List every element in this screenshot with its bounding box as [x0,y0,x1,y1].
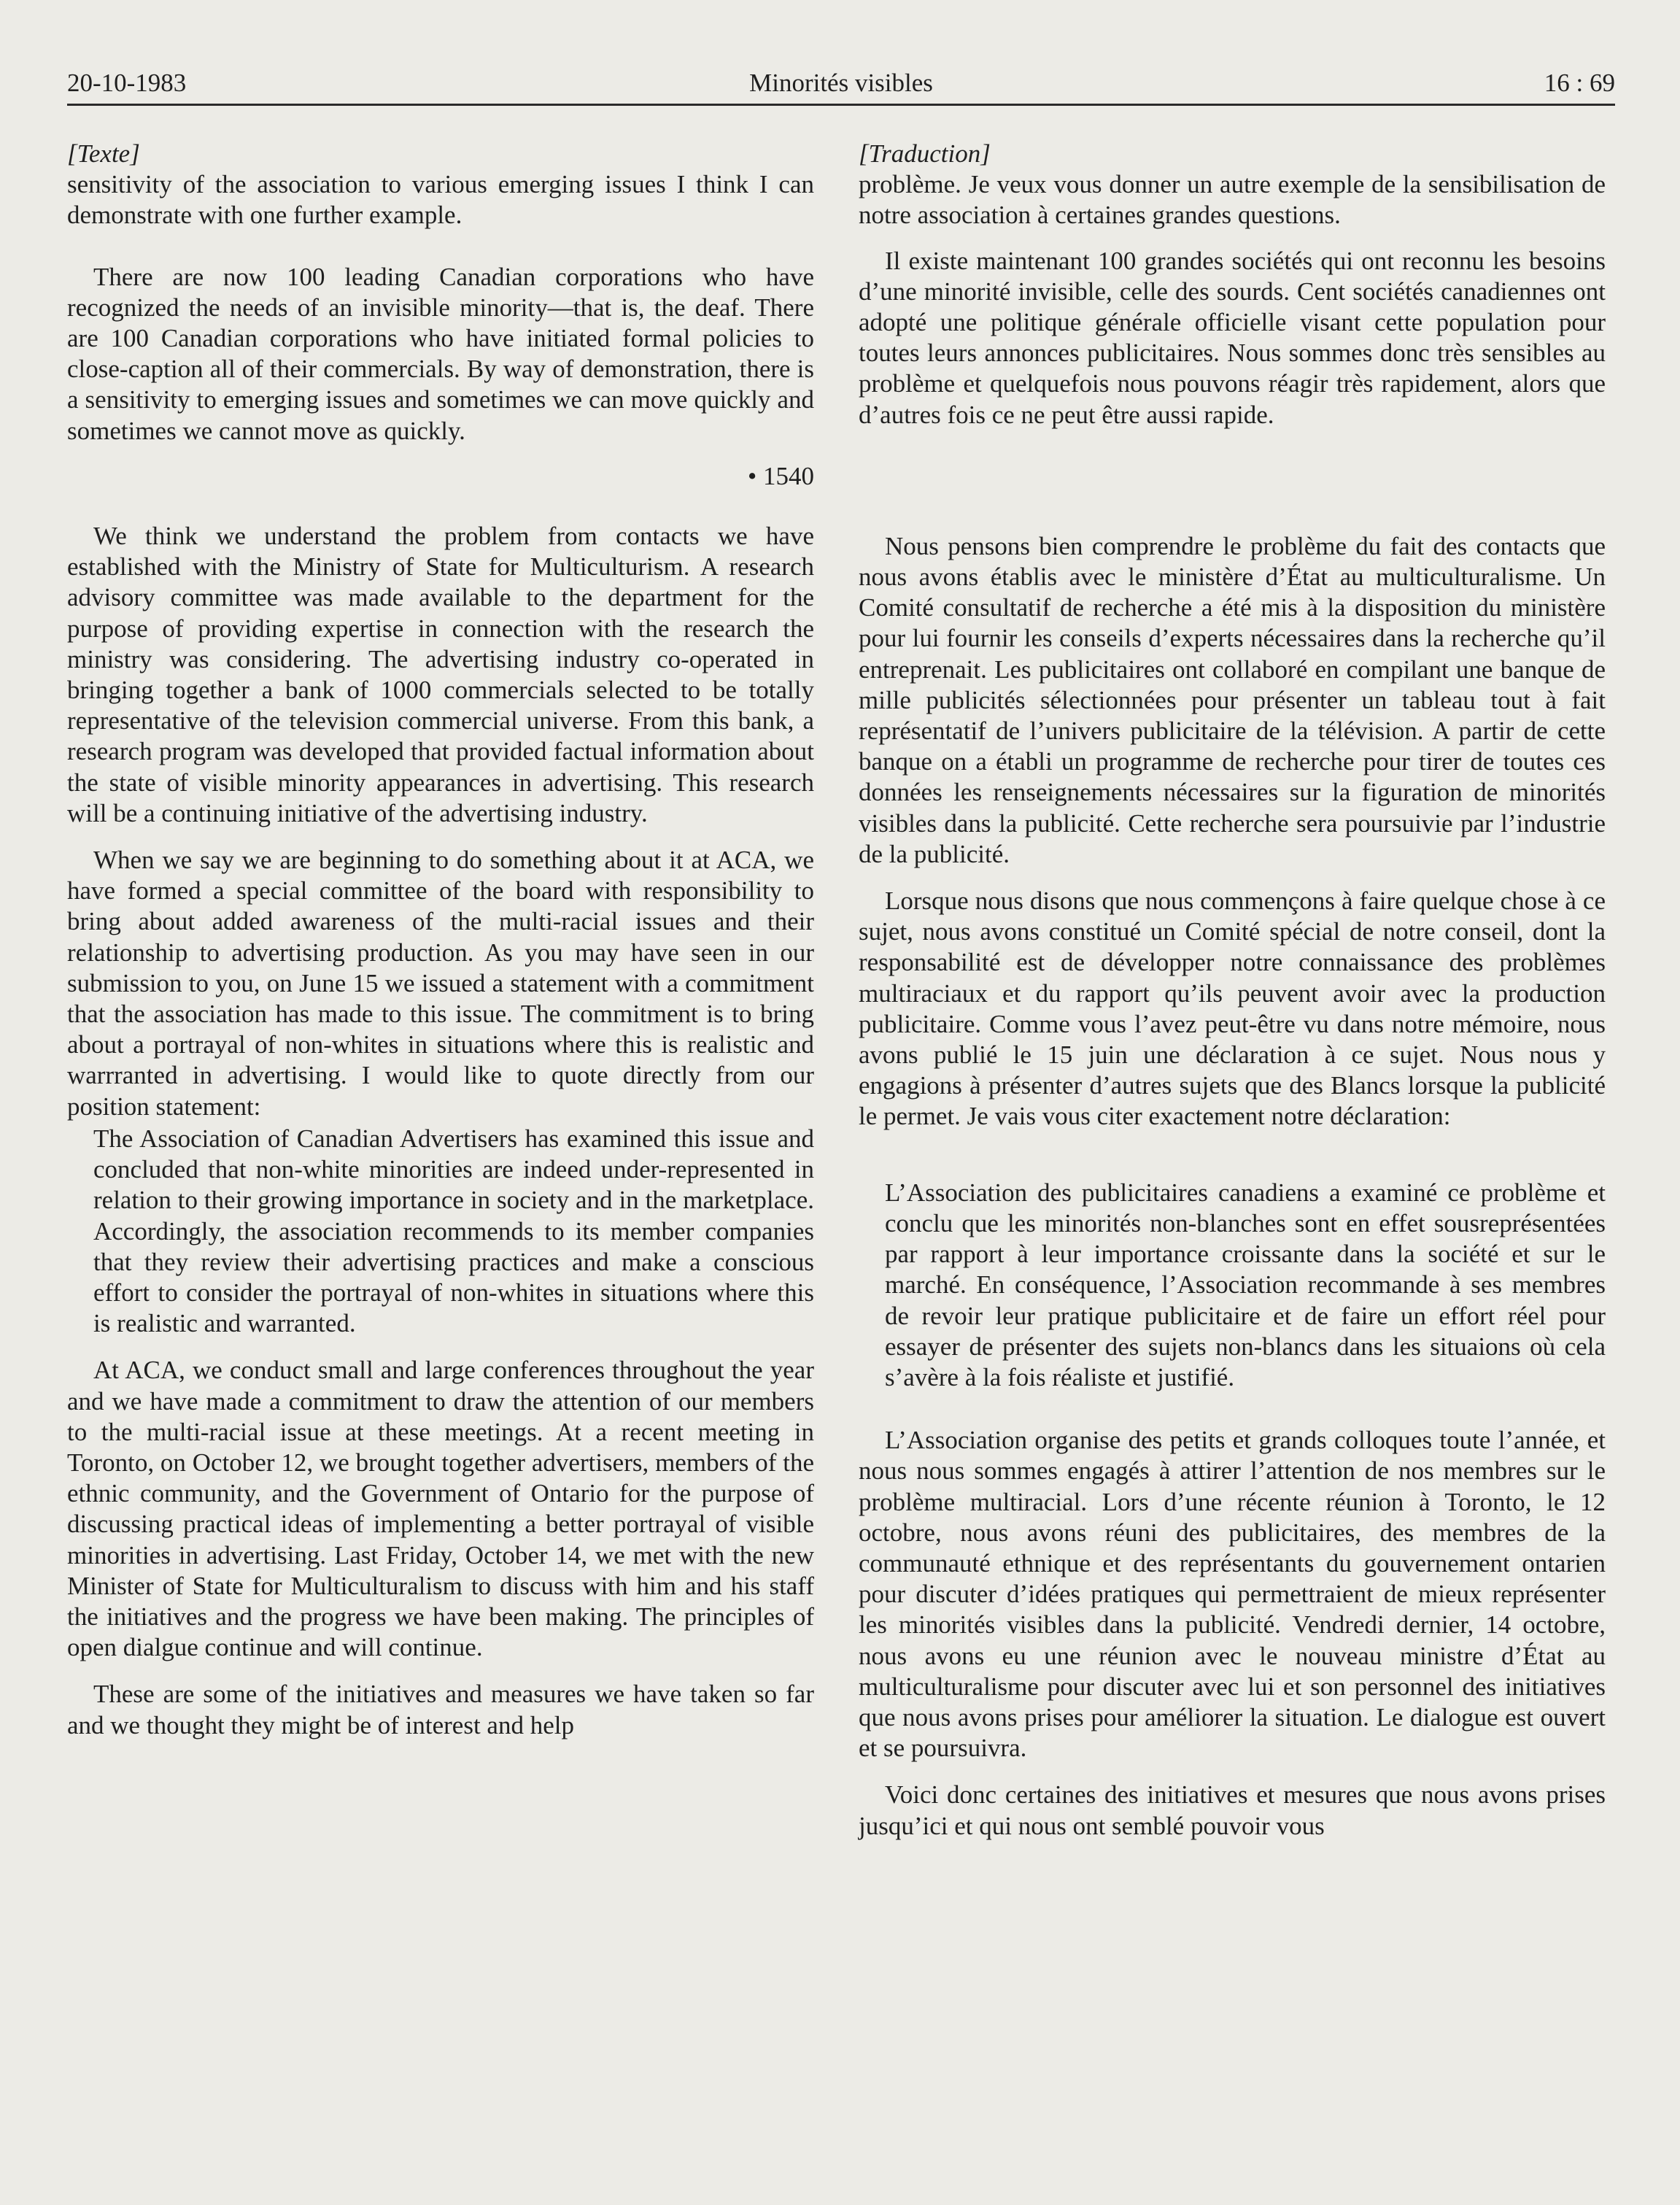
paragraph: Nous pensons bien comprendre le problème du fait des contacts que nous avons établis avec le ministère d’État au multiculturalisme. Un Comité consultatif de recherche a été mis à la disposition du ministère pour lui fournir les conseils d’experts nécessaires dans la recherche qu’il entreprenait. Les publicitaires ont collaboré en compilant une banque de mille publicités sélectionnées pour présenter un tableau tout à fait représentatif de l’univers publicitaire de la télévision. A partir de cette banque on a établi un programme de recherche pour tirer de toutes ces données les renseignements nécessaires sur la figuration de minorités visibles dans la publicité. Cette recherche sera poursuivie par l’industrie de la publicité. [859,531,1606,868]
header-page-number: 16 : 69 [1544,69,1615,97]
paragraph: There are now 100 leading Canadian corporations who have recognized the needs of an invisible minority—that is, the deaf. There are 100 Canadian corporations who have initiated formal policies to close-caption all of their commercials. By way of demonstration, there is a sensitivity to emerging issues and sometimes we can move quickly and sometimes we cannot move as quickly. [67,262,814,445]
left-column-english [67,139,814,1741]
paragraph: We think we understand the problem from contacts we have established with the Ministry of State for Multiculturism. A research advisory committee was made available to the department for the purpose of providing expertise in connection with the research the ministry was considering. The advertising industry co-operated in bringing together a bank of 1000 commercials selected to be totally representative of the television commercial universe. From this bank, a research program was developed that provided factual information about the state of visible minority appearances in advertising. This research will be a continuing initiative of the advertising industry. [67,522,814,827]
paragraph: When we say we are beginning to do something about it at ACA, we have formed a special committee of the board with responsibility to bring about added awareness of the multi-racial issues and their relationship to advertising production. As you may have seen in our submission to you, on June 15 we issued a statement with a commitment that the association has made to this issue. The commitment is to bring about a portrayal of non-whites in situations where this is realistic and warrranted in advertising. I would like to quote directly from our position statement: [67,846,814,1121]
block-quote: The Association of Canadian Advertisers has examined this issue and concluded that non-white minorities are indeed under-represented in relation to their growing importance in society and in the marketplace. Accordingly, the association recommends to its member companies that they review their advertising practices and make a conscious effort to consider the portrayal of non-whites in situations where this is realistic and warranted. [93,1124,814,1338]
time-marker: • 1540 [747,461,814,490]
column-label-texte: [Texte] [67,139,140,168]
paragraph: Lorsque nous disons que nous commençons à faire quelque chose à ce sujet, nous avons constitué un Comité spécial de notre conseil, dont la responsabilité est de développer notre connaissance des problèmes multiraciaux et du rapport qu’ils peuvent avoir avec la production publicitaire. Comme vous l’avez peut-être vu dans notre mémoire, nous avons publié le 15 juin une déclaration à ce sujet. Nous nous y engagions à présenter d’autres sujets que des Blancs lorsque la publicité le permet. Je vais vous citer exactement notre déclaration: [859,887,1606,1131]
column-label-traduction: [Traduction] [859,139,991,168]
header-title: Minorités visibles [749,69,933,97]
header-date: 20-10-1983 [67,69,187,97]
paragraph: L’Association organise des petits et grands colloques toute l’année, et nous nous sommes engagés à attirer l’attention de nos membres sur le problème multiracial. Lors d’une récente réunion à Toronto, le 12 octobre, nous avons réuni des publicitaires, des membres de la communauté ethnique et des représentants du gouvernement ontarien pour discuter d’idées pratiques qui permettraient de mieux représenter les minorités visibles dans la publicité. Vendredi dernier, 14 octobre, nous avons eu une réunion avec le nouveau ministre d’État au multiculturalisme pour discuter avec lui et son personnel des initiatives que nous avons prises pour améliorer la situation. Le dialogue est ouvert et se poursuivra. [859,1426,1606,1763]
paragraph: problème. Je veux vous donner un autre exemple de la sensibilisation de notre association à certaines grandes questions. [859,170,1606,230]
right-column-french [859,139,1606,1842]
block-quote: L’Association des publicitaires canadiens a examiné ce problème et conclu que les minorités non-blanches sont en effet sousreprésentées par rapport à leur importance croissante dans la société et sur le marché. En conséquence, l’Association recommande à ses membres de revoir leur pratique publicitaire et de faire un effort réel pour essayer de présenter des sujets non-blancs dans les situaions où cela s’avère à la fois réaliste et justifié. [885,1178,1606,1391]
paragraph: These are some of the initiatives and measures we have taken so far and we thought they might be of interest and help [67,1680,814,1739]
paragraph: At ACA, we conduct small and large conferences throughout the year and we have made a commitment to draw the attention of our members to the multi-racial issue at these meetings. At a recent meeting in Toronto, on October 12, we brought together advertisers, members of the ethnic community, and the Government of Ontario for the purpose of discussing practical ideas of implementing a better portrayal of visible minorities in advertising. Last Friday, October 14, we met with the new Minister of State for Multiculturalism to discuss with him and his staff the initiatives and the progress we have been making. The principles of open dialgue continue and will continue. [67,1356,814,1662]
paragraph: Voici donc certaines des initiatives et mesures que nous avons prises jusqu’ici et qui nous ont semblé pouvoir vous [859,1780,1606,1840]
paragraph: sensitivity of the association to various emerging issues I think I can demonstrate with one further example. [67,170,814,230]
paragraph: Il existe maintenant 100 grandes sociétés qui ont reconnu les besoins d’une minorité invisible, celle des sourds. Cent sociétés canadiennes ont adopté une politique générale officielle visant cette population pour toutes leurs annonces publicitaires. Nous sommes donc très sensibles au problème et quelquefois nous pouvons réagir très rapidement, alors que d’autres fois ce ne peut être aussi rapide. [859,246,1606,429]
page-header [67,67,1615,106]
